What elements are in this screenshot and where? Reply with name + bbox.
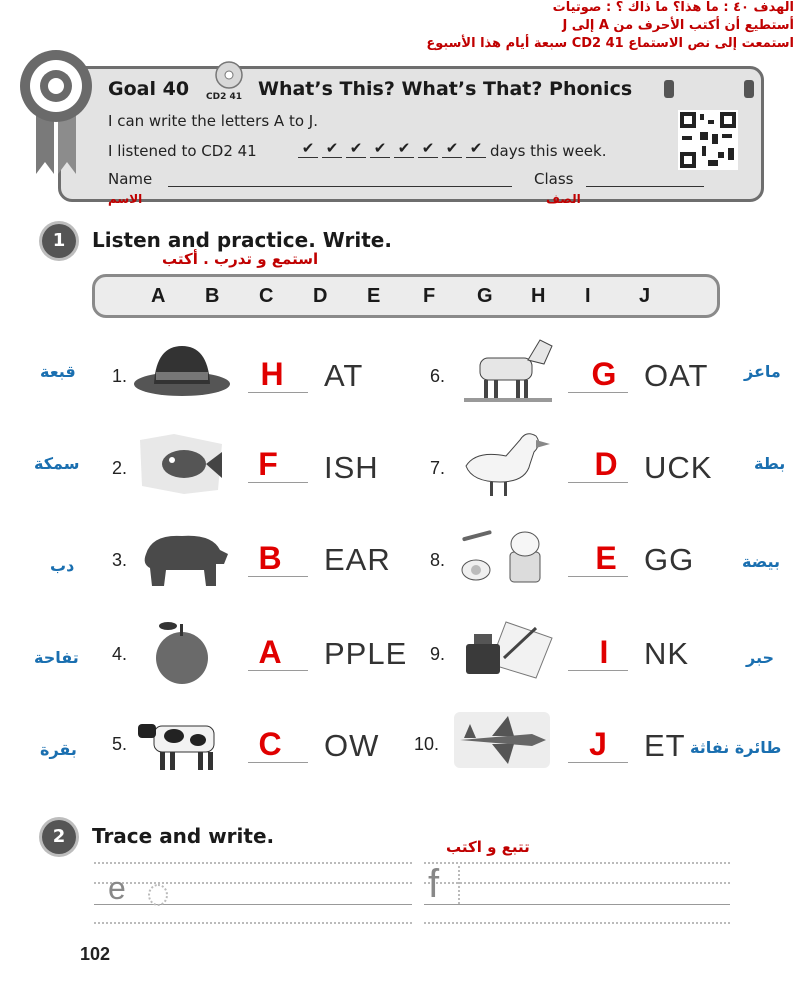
- word-ending: ISH: [324, 450, 379, 485]
- qr-code-icon: [678, 110, 738, 170]
- item-number: 1.: [112, 366, 128, 386]
- trace-dotted-f[interactable]: [458, 866, 460, 904]
- letter-h: H: [531, 285, 546, 307]
- class-label: Class: [534, 170, 574, 188]
- arabic-word: دب: [50, 556, 75, 575]
- arabic-word: بطة: [754, 454, 786, 473]
- arabic-word: ماعز: [744, 362, 781, 381]
- day-check[interactable]: ✔: [370, 139, 390, 158]
- letter-f: F: [423, 285, 436, 307]
- guide-line-top: [94, 862, 412, 864]
- day-check[interactable]: ✔: [322, 139, 342, 158]
- guide-line-bottom: [94, 922, 412, 924]
- class-label-arabic: الصف: [546, 192, 581, 206]
- letter-c: C: [259, 285, 274, 307]
- answer-letter[interactable]: H: [260, 356, 284, 392]
- day-check[interactable]: ✔: [298, 139, 318, 158]
- answer-letter[interactable]: E: [595, 540, 617, 576]
- hat-picture: [132, 340, 232, 400]
- letter-i: I: [585, 285, 591, 307]
- answer-line: [248, 482, 308, 483]
- item-number: 10.: [414, 734, 440, 754]
- goal-title: What’s This? What’s That? Phonics: [258, 78, 633, 100]
- section-2-title-arabic: تتبع و اكتب: [446, 838, 530, 856]
- arabic-listening-line: استمعت إلى نص الاستماع CD2 41 سبعة أيام هذا الأسبوع: [426, 36, 794, 51]
- trace-dotted-e[interactable]: [148, 884, 168, 906]
- letter-e: E: [367, 285, 381, 307]
- goal-label: Goal 40: [108, 78, 190, 100]
- letter-b: B: [205, 285, 220, 307]
- fish-picture: [134, 430, 228, 496]
- guide-line-base: [424, 904, 730, 905]
- letters-bar: [92, 274, 720, 318]
- name-label-arabic: الاسم: [108, 192, 143, 206]
- item-number: 3.: [112, 550, 128, 570]
- letter-a: A: [151, 285, 166, 307]
- letter-g: G: [477, 285, 493, 307]
- day-check[interactable]: ✔: [346, 139, 366, 158]
- item-number: 2.: [112, 458, 128, 478]
- guide-line-top: [424, 862, 730, 864]
- arabic-word: حبر: [746, 648, 775, 667]
- answer-letter[interactable]: D: [594, 446, 618, 482]
- section-1-number: 1: [42, 224, 76, 258]
- answer-letter[interactable]: I: [599, 634, 609, 670]
- duck-picture: [456, 426, 552, 502]
- answer-line: [568, 576, 628, 577]
- award-ribbon-icon: [14, 46, 98, 176]
- word-ending: ET: [644, 728, 686, 763]
- arabic-word: بيضة: [742, 552, 781, 571]
- answer-line: [248, 762, 308, 763]
- arabic-word: بقرة: [40, 740, 77, 759]
- item-number: 9.: [430, 644, 446, 664]
- goat-picture: [460, 334, 556, 406]
- arabic-word: قبعة: [40, 362, 76, 381]
- arabic-word: تفاحة: [34, 648, 79, 667]
- answer-line: [568, 392, 628, 393]
- word-ending: OAT: [644, 358, 709, 393]
- jet-picture: [452, 710, 552, 770]
- letter-d: D: [313, 285, 328, 307]
- trace-letter-e[interactable]: e: [108, 870, 126, 906]
- answer-line: [248, 670, 308, 671]
- answer-letter[interactable]: C: [258, 726, 282, 762]
- answer-letter[interactable]: F: [258, 446, 278, 482]
- letter-j: J: [639, 285, 651, 307]
- arabic-word: سمكة: [34, 454, 80, 473]
- item-number: 4.: [112, 644, 128, 664]
- word-ending: OW: [324, 728, 380, 763]
- cd-icon: [212, 60, 246, 90]
- apple-picture: [146, 616, 218, 686]
- section-2-number: 2: [42, 820, 76, 854]
- answer-line: [568, 762, 628, 763]
- item-number: 6.: [430, 366, 446, 386]
- word-ending: UCK: [644, 450, 713, 485]
- item-number: 7.: [430, 458, 446, 478]
- name-label: Name: [108, 170, 153, 188]
- headphones-icon: [660, 74, 758, 104]
- guide-line-bottom: [424, 922, 730, 924]
- arabic-goal-line: الهدف ٤٠ : ما هذا؟ ما ذاك ؟ : صوتيات: [552, 0, 794, 15]
- day-check[interactable]: ✔: [466, 139, 486, 158]
- day-check[interactable]: ✔: [418, 139, 438, 158]
- answer-letter[interactable]: A: [258, 634, 282, 670]
- cow-picture: [134, 712, 230, 774]
- guide-line-mid: [94, 882, 412, 884]
- section-2-title: Trace and write.: [92, 824, 275, 848]
- section-1-title: Listen and practice. Write.: [92, 228, 392, 252]
- cd-track-label: CD2 41: [206, 92, 242, 102]
- word-ending: AT: [324, 358, 364, 393]
- page-number: 102: [80, 944, 111, 964]
- item-number: 5.: [112, 734, 128, 754]
- arabic-objective-line: أستطيع أن أكتب الأحرف من A إلى J: [562, 18, 794, 33]
- class-input-line[interactable]: [586, 186, 704, 187]
- answer-letter[interactable]: B: [258, 540, 282, 576]
- word-ending: PPLE: [324, 636, 408, 671]
- can-write-statement: I can write the letters A to J.: [108, 112, 318, 130]
- trace-letter-f[interactable]: f: [428, 862, 440, 906]
- guide-line-mid: [424, 882, 730, 884]
- day-checkboxes: [298, 138, 490, 158]
- answer-line: [248, 576, 308, 577]
- listened-suffix: days this week.: [490, 142, 607, 160]
- arabic-word: طائرة نفاثة: [690, 738, 782, 757]
- section-1-title-arabic: استمع و تدرب . أكتب: [162, 250, 319, 268]
- answer-line: [248, 392, 308, 393]
- guide-line-base: [94, 904, 412, 905]
- answer-letter[interactable]: J: [589, 726, 607, 762]
- day-check[interactable]: ✔: [442, 139, 462, 158]
- answer-letter[interactable]: G: [591, 356, 617, 392]
- word-ending: EAR: [324, 542, 391, 577]
- word-ending: GG: [644, 542, 695, 577]
- name-input-line[interactable]: [168, 186, 512, 187]
- egg-picture: [456, 524, 552, 588]
- word-ending: NK: [644, 636, 690, 671]
- bear-picture: [132, 524, 232, 590]
- listened-prefix: I listened to CD2 41: [108, 142, 257, 160]
- day-check[interactable]: ✔: [394, 139, 414, 158]
- answer-line: [568, 670, 628, 671]
- ink-picture: [456, 618, 556, 684]
- item-number: 8.: [430, 550, 446, 570]
- answer-line: [568, 482, 628, 483]
